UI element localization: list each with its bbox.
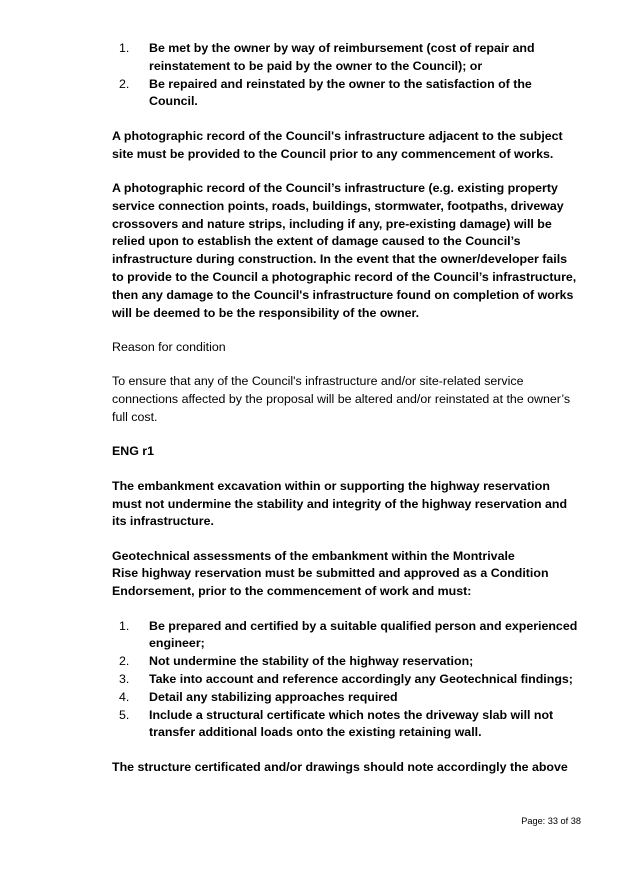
list-text: Include a structural certificate which notes the driveway slab will not transfer additional loads onto the existing retaining wall.: [149, 707, 554, 740]
list-item: [112, 671, 582, 689]
list-item: [112, 40, 582, 76]
list-item: [112, 618, 582, 654]
geotechnical-list: [112, 618, 582, 743]
geotechnical-rest: Rise highway reservation must be submitted and approved as a Condition Endorsement, prior to the commencement of work and must:: [112, 566, 549, 599]
infrastructure-paragraph: A photographic record of the Council’s infrastructure (e.g. existing property service connection points, roads, buildings, stormwater, footpaths, driveway crossovers and nature strips, including if any, pre-existing damage) will be relied upon to establish the extent of damage caused to the Council’s infrastructure during construction. In the event that the owner/developer fails to provide to the Council a photographic record of the Council’s infrastructure, then any damage to the Council's infrastructure found on completion of works will be deemed to be the responsibility of the owner.: [112, 180, 577, 320]
page-content: [112, 40, 582, 777]
list-item: [112, 653, 582, 671]
reinstatement-list: [112, 40, 582, 111]
reason-heading: Reason for condition: [112, 339, 226, 354]
list-item: [112, 76, 582, 112]
reason-text: To ensure that any of the Council's infrastructure and/or site-related service connections affected by the proposal will be altered and/or reinstated at the owner’s full cost.: [112, 374, 571, 424]
geotechnical-line-1: Geotechnical assessments of the embankment within the Montrivale: [112, 548, 515, 563]
list-number: 2.: [119, 654, 130, 669]
list-text: Be repaired and reinstated by the owner to the satisfaction of the Council.: [149, 76, 532, 109]
page-number-footer: Page: 33 of 38: [521, 816, 581, 826]
embankment-paragraph: The embankment excavation within or supporting the highway reservation must not undermine the stability and integrity of the highway reservation and its infrastructure.: [112, 478, 568, 529]
geotechnical-paragraph: [112, 548, 582, 601]
eng-heading: ENG r1: [112, 444, 155, 459]
list-item: [112, 707, 582, 743]
list-number: 1.: [119, 618, 130, 633]
list-text: Be met by the owner by way of reimbursement (cost of repair and reinstatement to be paid by the owner to the Council); or: [149, 41, 535, 73]
list-number: 5.: [119, 707, 130, 722]
list-number: 3.: [119, 672, 130, 687]
list-number: 1.: [119, 41, 130, 55]
list-text: Detail any stabilizing approaches required: [149, 689, 398, 704]
list-text: Be prepared and certified by a suitable qualified person and experienced engineer;: [149, 618, 578, 651]
list-number: 4.: [119, 689, 130, 704]
structure-certificate-paragraph: The structure certificated and/or drawings should note accordingly the above: [112, 759, 568, 774]
list-text: Take into account and reference accordingly any Geotechnical findings;: [149, 672, 573, 687]
list-number: 2.: [119, 76, 130, 91]
list-text: Not undermine the stability of the highway reservation;: [149, 654, 474, 669]
list-item: [112, 689, 582, 707]
photographic-record-paragraph: A photographic record of the Council's infrastructure adjacent to the subject site must be provided to the Council prior to any commencement of works.: [112, 128, 563, 161]
